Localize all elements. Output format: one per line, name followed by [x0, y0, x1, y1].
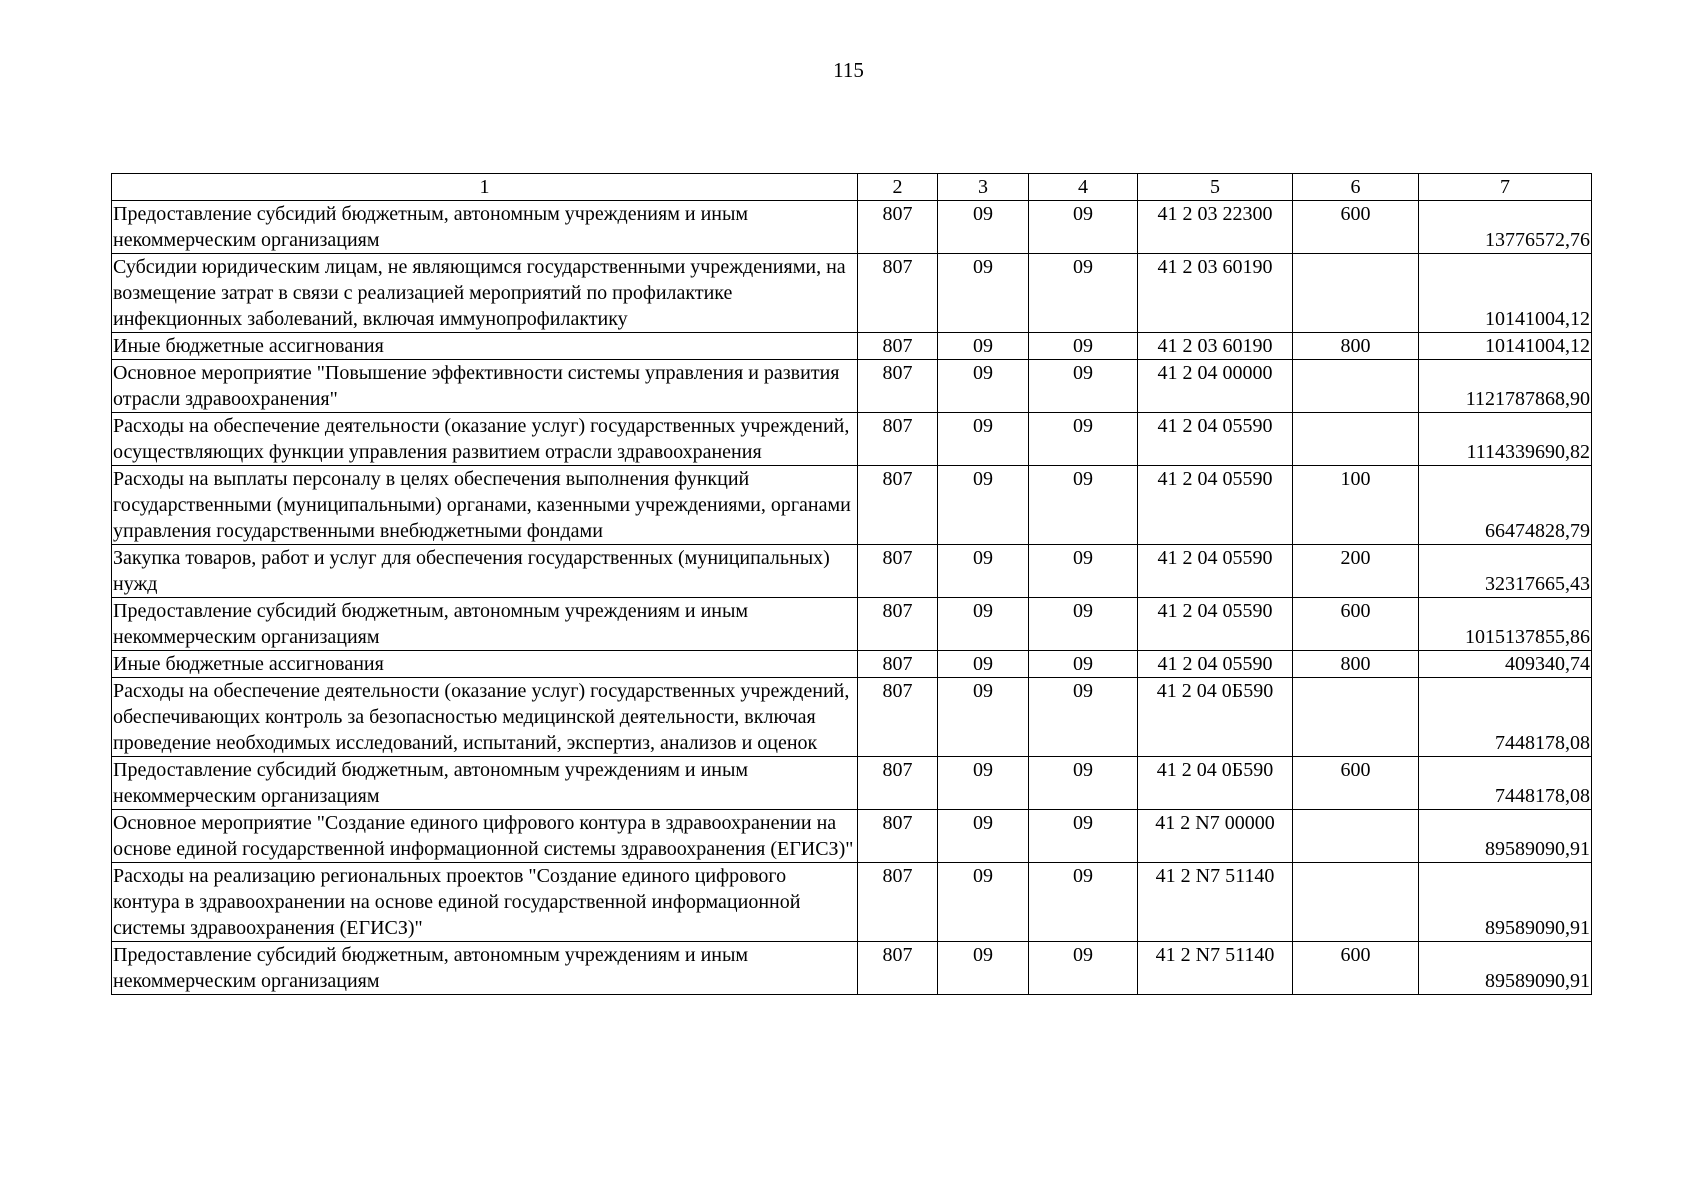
target-article-code: 41 2 04 05590: [1138, 545, 1293, 598]
row-description: Предоставление субсидий бюджетным, автономным учреждениям и иным некоммерческим организациям: [112, 757, 858, 810]
subsection-code: 09: [1029, 466, 1138, 545]
row-description: Расходы на реализацию региональных проектов "Создание единого цифрового контура в здравоохранении на основе единой государственной информационной системы здравоохранения (ЕГИСЗ)": [112, 863, 858, 942]
ministry-code: 807: [858, 757, 938, 810]
column-header: 6: [1293, 174, 1419, 201]
table-row: [112, 757, 1592, 810]
expense-type-code: 600: [1293, 757, 1419, 810]
expense-type-code: [1293, 254, 1419, 333]
target-article-code: 41 2 N7 51140: [1138, 942, 1293, 995]
section-code: 09: [938, 466, 1029, 545]
column-header: 3: [938, 174, 1029, 201]
table-row: [112, 651, 1592, 678]
subsection-code: 09: [1029, 333, 1138, 360]
ministry-code: 807: [858, 333, 938, 360]
column-header: 4: [1029, 174, 1138, 201]
row-description: Основное мероприятие "Создание единого цифрового контура в здравоохранении на основе единой государственной информационной системы здравоохранения (ЕГИСЗ)": [112, 810, 858, 863]
amount: 66474828,79: [1419, 466, 1592, 545]
expense-type-code: 200: [1293, 545, 1419, 598]
ministry-code: 807: [858, 254, 938, 333]
amount: 7448178,08: [1419, 678, 1592, 757]
expense-type-code: [1293, 360, 1419, 413]
subsection-code: 09: [1029, 201, 1138, 254]
section-code: 09: [938, 757, 1029, 810]
amount: 409340,74: [1419, 651, 1592, 678]
row-description: Предоставление субсидий бюджетным, автономным учреждениям и иным некоммерческим организациям: [112, 942, 858, 995]
target-article-code: 41 2 04 0Б590: [1138, 678, 1293, 757]
target-article-code: 41 2 04 05590: [1138, 651, 1293, 678]
ministry-code: 807: [858, 678, 938, 757]
section-code: 09: [938, 942, 1029, 995]
target-article-code: 41 2 04 05590: [1138, 413, 1293, 466]
target-article-code: 41 2 03 60190: [1138, 254, 1293, 333]
target-article-code: 41 2 04 05590: [1138, 598, 1293, 651]
expense-type-code: 600: [1293, 598, 1419, 651]
table-row: [112, 254, 1592, 333]
target-article-code: 41 2 04 0Б590: [1138, 757, 1293, 810]
target-article-code: 41 2 N7 00000: [1138, 810, 1293, 863]
target-article-code: 41 2 N7 51140: [1138, 863, 1293, 942]
section-code: 09: [938, 333, 1029, 360]
section-code: 09: [938, 598, 1029, 651]
subsection-code: 09: [1029, 598, 1138, 651]
expense-type-code: [1293, 810, 1419, 863]
row-description: Расходы на обеспечение деятельности (оказание услуг) государственных учреждений, обеспечивающих контроль за безопасностью медицинской деятельности, включая проведение необходимых исследований, испытаний, экспертиз, анализов и оценок: [112, 678, 858, 757]
amount: 7448178,08: [1419, 757, 1592, 810]
section-code: 09: [938, 810, 1029, 863]
expense-type-code: [1293, 413, 1419, 466]
ministry-code: 807: [858, 466, 938, 545]
subsection-code: 09: [1029, 254, 1138, 333]
section-code: 09: [938, 360, 1029, 413]
ministry-code: 807: [858, 810, 938, 863]
amount: 1114339690,82: [1419, 413, 1592, 466]
section-code: 09: [938, 651, 1029, 678]
ministry-code: 807: [858, 413, 938, 466]
table-row: [112, 413, 1592, 466]
row-description: Предоставление субсидий бюджетным, автономным учреждениям и иным некоммерческим организациям: [112, 201, 858, 254]
amount: 89589090,91: [1419, 810, 1592, 863]
ministry-code: 807: [858, 545, 938, 598]
subsection-code: 09: [1029, 810, 1138, 863]
row-description: Расходы на обеспечение деятельности (оказание услуг) государственных учреждений, осуществляющих функции управления развитием отрасли здравоохранения: [112, 413, 858, 466]
expense-type-code: 800: [1293, 651, 1419, 678]
amount: 1121787868,90: [1419, 360, 1592, 413]
subsection-code: 09: [1029, 863, 1138, 942]
column-header: 7: [1419, 174, 1592, 201]
subsection-code: 09: [1029, 360, 1138, 413]
table-row: [112, 863, 1592, 942]
expense-type-code: 600: [1293, 201, 1419, 254]
amount: 32317665,43: [1419, 545, 1592, 598]
expense-type-code: [1293, 863, 1419, 942]
amount: 89589090,91: [1419, 863, 1592, 942]
row-description: Иные бюджетные ассигнования: [112, 651, 858, 678]
section-code: 09: [938, 863, 1029, 942]
ministry-code: 807: [858, 360, 938, 413]
table-header-row: [112, 174, 1592, 201]
section-code: 09: [938, 201, 1029, 254]
column-header: 5: [1138, 174, 1293, 201]
table-row: [112, 545, 1592, 598]
row-description: Основное мероприятие "Повышение эффективности системы управления и развития отрасли здравоохранения": [112, 360, 858, 413]
row-description: Субсидии юридическим лицам, не являющимся государственными учреждениями, на возмещение затрат в связи с реализацией мероприятий по профилактике инфекционных заболеваний, включая иммунопрофилактику: [112, 254, 858, 333]
table-row: [112, 466, 1592, 545]
row-description: Расходы на выплаты персоналу в целях обеспечения выполнения функций государственными (муниципальными) органами, казенными учреждениями, органами управления государственными внебюджетными фондами: [112, 466, 858, 545]
table-row: [112, 201, 1592, 254]
target-article-code: 41 2 03 60190: [1138, 333, 1293, 360]
subsection-code: 09: [1029, 545, 1138, 598]
table-row: [112, 810, 1592, 863]
section-code: 09: [938, 545, 1029, 598]
budget-table: [111, 173, 1592, 995]
table-row: [112, 942, 1592, 995]
target-article-code: 41 2 03 22300: [1138, 201, 1293, 254]
amount: 10141004,12: [1419, 333, 1592, 360]
ministry-code: 807: [858, 942, 938, 995]
table-row: [112, 360, 1592, 413]
ministry-code: 807: [858, 598, 938, 651]
page-number: 115: [833, 58, 864, 82]
section-code: 09: [938, 678, 1029, 757]
column-header: 1: [112, 174, 858, 201]
row-description: Предоставление субсидий бюджетным, автономным учреждениям и иным некоммерческим организациям: [112, 598, 858, 651]
ministry-code: 807: [858, 651, 938, 678]
subsection-code: 09: [1029, 413, 1138, 466]
target-article-code: 41 2 04 05590: [1138, 466, 1293, 545]
row-description: Закупка товаров, работ и услуг для обеспечения государственных (муниципальных) нужд: [112, 545, 858, 598]
expense-type-code: 800: [1293, 333, 1419, 360]
row-description: Иные бюджетные ассигнования: [112, 333, 858, 360]
section-code: 09: [938, 254, 1029, 333]
table-row: [112, 333, 1592, 360]
amount: 13776572,76: [1419, 201, 1592, 254]
expense-type-code: [1293, 678, 1419, 757]
column-header: 2: [858, 174, 938, 201]
amount: 10141004,12: [1419, 254, 1592, 333]
section-code: 09: [938, 413, 1029, 466]
amount: 1015137855,86: [1419, 598, 1592, 651]
target-article-code: 41 2 04 00000: [1138, 360, 1293, 413]
ministry-code: 807: [858, 201, 938, 254]
expense-type-code: 600: [1293, 942, 1419, 995]
ministry-code: 807: [858, 863, 938, 942]
subsection-code: 09: [1029, 651, 1138, 678]
amount: 89589090,91: [1419, 942, 1592, 995]
subsection-code: 09: [1029, 942, 1138, 995]
expense-type-code: 100: [1293, 466, 1419, 545]
subsection-code: 09: [1029, 757, 1138, 810]
table-row: [112, 678, 1592, 757]
subsection-code: 09: [1029, 678, 1138, 757]
table-row: [112, 598, 1592, 651]
